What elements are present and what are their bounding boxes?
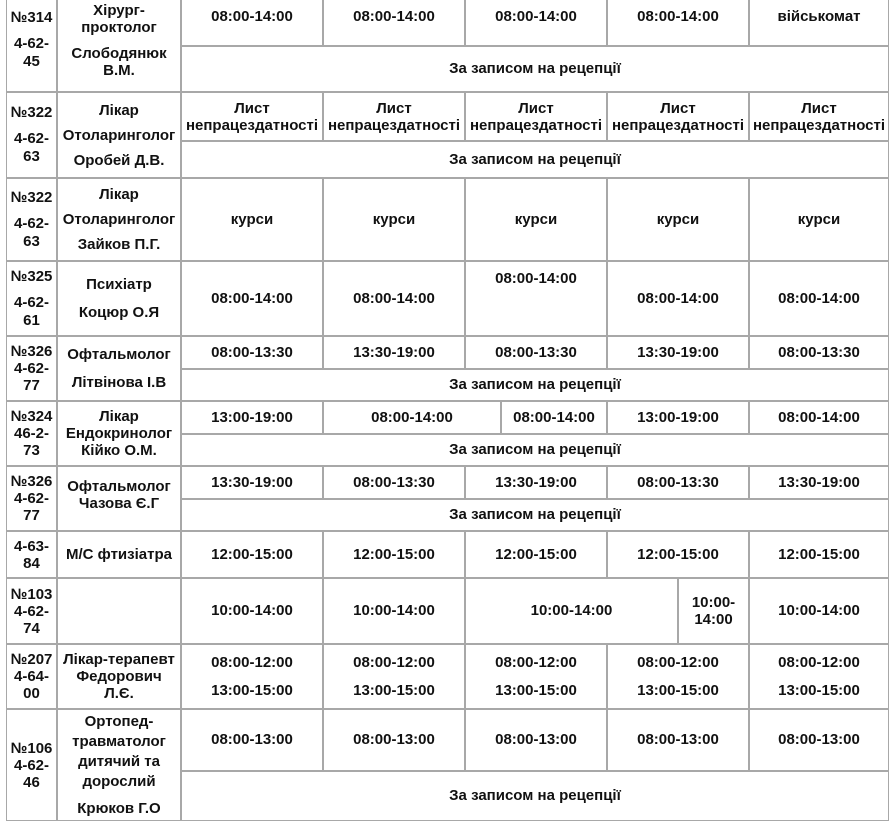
- doctor-line: Лікар: [99, 101, 139, 119]
- schedule-cell: 08:00-13:00: [749, 709, 889, 771]
- doctor-cell: [57, 578, 181, 644]
- schedule-cell: 13:30-19:00: [465, 466, 607, 499]
- schedule-cell: 08:00-13:30: [181, 336, 323, 369]
- schedule-cell: 10:00-14:00: [749, 578, 889, 644]
- phone-part: 4-64-: [13, 668, 50, 685]
- schedule-cell: 12:00-15:00: [323, 531, 465, 578]
- doctor-line: М/С фтизіатра: [66, 545, 172, 563]
- room-number: №324: [10, 408, 53, 425]
- schedule-cell: 13:30-19:00: [749, 466, 889, 499]
- doctor-line: Лікар: [99, 408, 139, 425]
- room-cell: [6, 644, 57, 709]
- schedule-cell: 10:00-14:00: [323, 578, 465, 644]
- phone-part: 77: [23, 507, 40, 524]
- room-number: №326: [10, 473, 53, 490]
- phone-part: 4-62-: [13, 490, 50, 507]
- schedule-cell: 10:00-14:00: [181, 578, 323, 644]
- room-cell: [6, 336, 57, 401]
- doctor-line: Лікар-терапевт: [63, 651, 175, 668]
- schedule-cell: 12:00-15:00: [181, 531, 323, 578]
- room-number: №322: [10, 104, 53, 121]
- schedule-cell: 08:00-14:00: [181, 261, 323, 336]
- schedule-cell: 08:00-12:00 13:00-15:00: [181, 644, 323, 709]
- reception-note: За записом на рецепції: [181, 434, 889, 466]
- phone-part: 00: [23, 685, 40, 702]
- schedule-cell: 08:00-13:00: [607, 709, 749, 771]
- phone-part: 4-63-: [13, 537, 50, 555]
- doctor-cell: [57, 644, 181, 709]
- schedule-cell: 08:00-14:00: [749, 401, 889, 434]
- schedule-cell: 08:00-14:00: [465, 0, 607, 46]
- room-cell: [6, 261, 57, 336]
- doctor-line: Лікар: [99, 186, 139, 203]
- schedule-cell: військомат: [749, 0, 889, 46]
- room-number: №103: [10, 585, 53, 603]
- phone-part: 74: [23, 619, 40, 637]
- schedule-cell: 13:30-19:00: [323, 336, 465, 369]
- doctor-line: дитячий та: [78, 752, 160, 770]
- reception-note: За записом на рецепції: [181, 141, 889, 178]
- schedule-cell: 08:00-12:00 13:00-15:00: [749, 644, 889, 709]
- doctor-line: Отоларинголог: [62, 211, 176, 228]
- doctor-line: Чазова Є.Г: [78, 495, 160, 512]
- schedule-cell: Лист непрацездатності: [323, 92, 465, 141]
- doctor-line: Офтальмолог: [67, 345, 171, 363]
- doctor-line: проктолог: [81, 18, 157, 36]
- schedule-cell: курси: [465, 178, 607, 261]
- schedule-cell: Лист непрацездатності: [465, 92, 607, 141]
- doctor-line: Літвінова І.В: [71, 373, 167, 391]
- reception-note: За записом на рецепції: [181, 771, 889, 821]
- schedule-cell: 08:00-14:00: [181, 0, 323, 46]
- schedule-cell: курси: [181, 178, 323, 261]
- room-cell: [6, 0, 57, 92]
- room-number: №314: [10, 9, 53, 26]
- doctor-line: Коцюр О.Я: [78, 303, 160, 321]
- schedule-cell: курси: [607, 178, 749, 261]
- doctor-line: Отоларинголог: [62, 126, 176, 144]
- phone-part: 73: [23, 442, 40, 459]
- schedule-cell: 10:00-14:00: [465, 578, 678, 644]
- doctor-line: Слободянюк: [71, 44, 167, 62]
- schedule-cell: 10:00- 14:00: [678, 578, 749, 644]
- doctor-cell: [57, 709, 181, 821]
- doctor-line: травматолог: [72, 732, 166, 750]
- doctor-line: Зайков П.Г.: [77, 236, 161, 253]
- schedule-cell: 13:00-19:00: [181, 401, 323, 434]
- schedule-cell: 08:00-14:00: [749, 261, 889, 336]
- schedule-cell: Лист непрацездатності: [181, 92, 323, 141]
- phone-part: 4-62-: [13, 130, 50, 147]
- schedule-cell: 08:00-14:00: [323, 0, 465, 46]
- doctor-line: Л.Є.: [104, 685, 134, 702]
- phone-part: 45: [23, 53, 40, 70]
- phone-part: 84: [23, 554, 40, 572]
- phone-part: 46-2-: [13, 425, 50, 442]
- doctor-cell: [57, 261, 181, 336]
- schedule-cell: 08:00-13:30: [323, 466, 465, 499]
- schedule-cell: 08:00-13:00: [323, 709, 465, 771]
- phone-part: 77: [23, 377, 40, 394]
- doctor-cell: [57, 466, 181, 531]
- doctor-line: В.М.: [103, 61, 135, 79]
- room-cell: [6, 466, 57, 531]
- room-cell: [6, 709, 57, 821]
- doctor-line: дорослий: [82, 772, 156, 790]
- doctor-cell: [57, 531, 181, 578]
- schedule-cell: 08:00-13:30: [749, 336, 889, 369]
- phone-part: 4-62-: [13, 602, 50, 620]
- schedule-cell: 08:00-14:00: [465, 261, 607, 336]
- room-number: №106: [10, 739, 53, 757]
- schedule-cell: 13:30-19:00: [607, 336, 749, 369]
- room-cell: [6, 92, 57, 178]
- doctor-line: Ортопед-: [84, 712, 154, 730]
- doctor-cell: [57, 92, 181, 178]
- reception-note: За записом на рецепції: [181, 46, 889, 92]
- room-number: №325: [10, 267, 53, 285]
- doctor-line: Федорович: [76, 668, 162, 685]
- room-cell: [6, 401, 57, 466]
- room-cell: [6, 178, 57, 261]
- schedule-cell: 08:00-14:00: [607, 0, 749, 46]
- schedule-cell: курси: [749, 178, 889, 261]
- schedule-cell: курси: [323, 178, 465, 261]
- schedule-cell: 08:00-13:30: [607, 466, 749, 499]
- phone-part: 4-62-: [13, 35, 50, 52]
- phone-part: 4-62-: [13, 293, 50, 311]
- schedule-cell: 08:00-14:00: [323, 401, 501, 434]
- schedule-cell: 08:00-13:30: [465, 336, 607, 369]
- schedule-cell: 08:00-13:00: [181, 709, 323, 771]
- schedule-cell: 08:00-14:00: [323, 261, 465, 336]
- reception-note: За записом на рецепції: [181, 369, 889, 401]
- phone-part: 46: [23, 773, 40, 791]
- schedule-cell: 13:30-19:00: [181, 466, 323, 499]
- doctor-line: Офтальмолог: [67, 478, 171, 495]
- room-number: №207: [10, 651, 53, 668]
- phone-part: 4-62-: [13, 214, 50, 232]
- schedule-cell: 08:00-12:00 13:00-15:00: [607, 644, 749, 709]
- doctor-line: Крюков Г.О: [77, 799, 161, 817]
- doctor-line: Ендокринолог: [65, 425, 173, 442]
- schedule-cell: Лист непрацездатності: [607, 92, 749, 141]
- schedule-cell: 08:00-12:00 13:00-15:00: [465, 644, 607, 709]
- doctor-line: Оробей Д.В.: [73, 151, 165, 169]
- schedule-cell: 12:00-15:00: [465, 531, 607, 578]
- schedule-cell: 12:00-15:00: [607, 531, 749, 578]
- schedule-cell: 12:00-15:00: [749, 531, 889, 578]
- phone-part: 63: [23, 232, 40, 250]
- schedule-cell: Лист непрацездатності: [749, 92, 889, 141]
- room-number: №322: [10, 188, 53, 206]
- schedule-cell: 08:00-13:00: [465, 709, 607, 771]
- schedule-cell: 08:00-14:00: [501, 401, 607, 434]
- phone-part: 63: [23, 148, 40, 165]
- doctor-cell: [57, 178, 181, 261]
- doctor-cell: [57, 401, 181, 466]
- phone-part: 4-62-: [13, 360, 50, 377]
- doctor-line: Кійко О.М.: [81, 442, 157, 459]
- room-cell: [6, 578, 57, 644]
- schedule-cell: 08:00-12:00 13:00-15:00: [323, 644, 465, 709]
- doctor-cell: [57, 0, 181, 92]
- room-number: №326: [10, 343, 53, 360]
- schedule-cell: 13:00-19:00: [607, 401, 749, 434]
- doctor-line: Психіатр: [86, 275, 152, 293]
- phone-part: 61: [23, 311, 40, 329]
- doctor-cell: [57, 336, 181, 401]
- phone-part: 4-62-: [13, 756, 50, 774]
- doctor-line: Хірург-: [93, 1, 145, 19]
- schedule-cell: 08:00-14:00: [607, 261, 749, 336]
- reception-note: За записом на рецепції: [181, 499, 889, 531]
- room-cell: [6, 531, 57, 578]
